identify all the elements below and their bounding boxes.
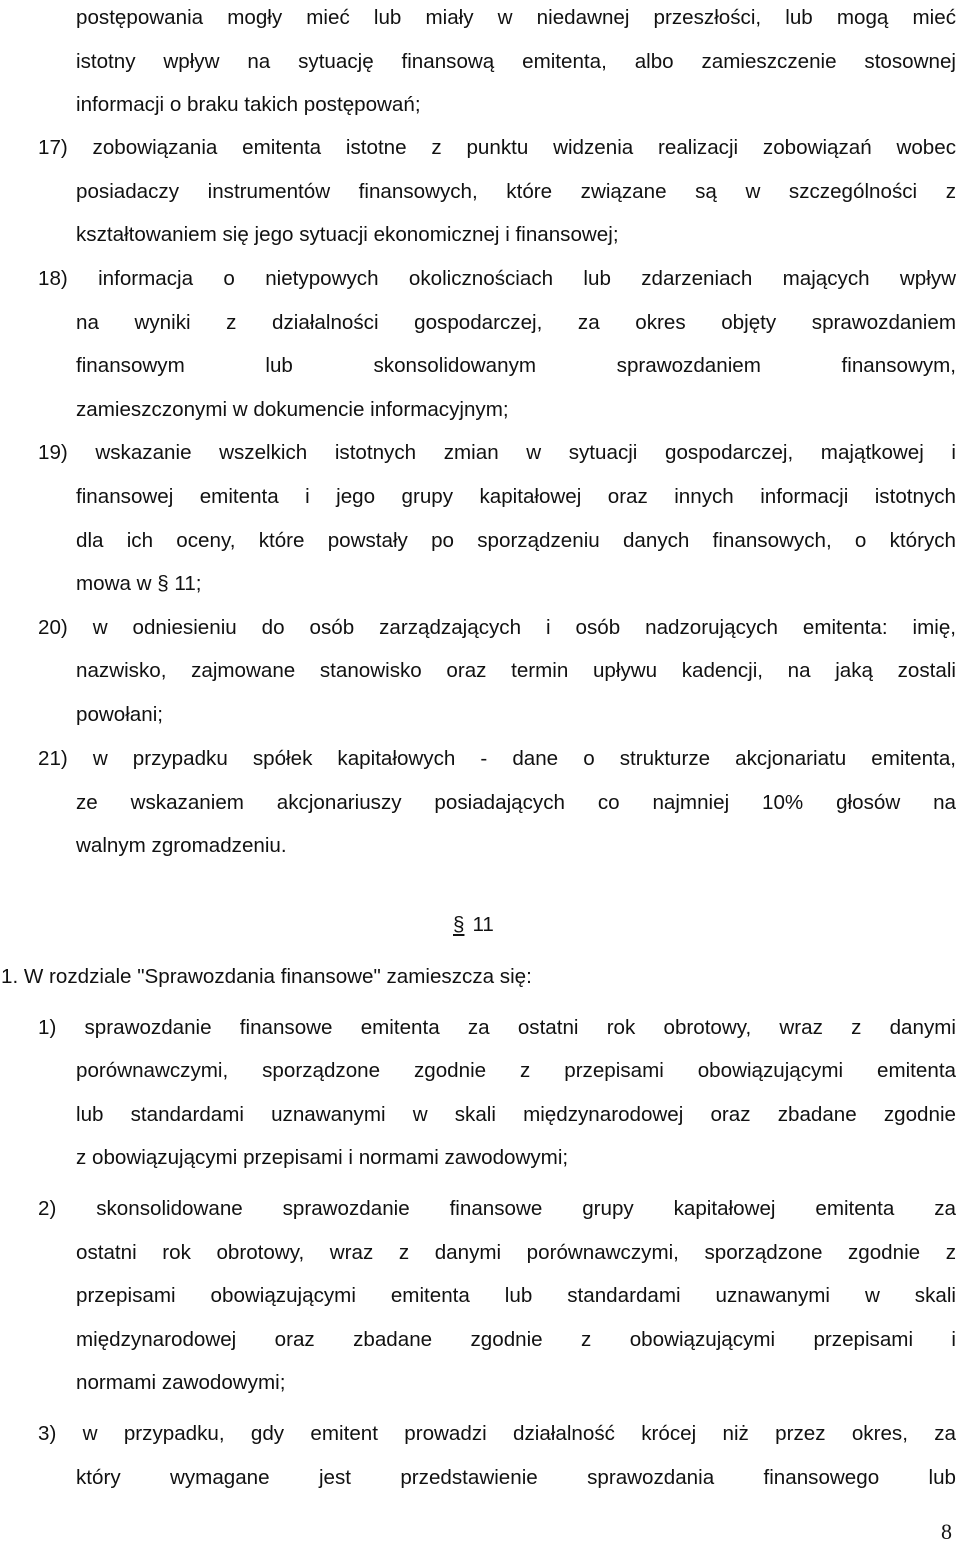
- text-line: 3) w przypadku, gdy emitent prowadzi działalność krócej niż przez okres, za: [38, 1424, 956, 1445]
- text-line: zamieszczonymi w dokumencie informacyjnym;: [76, 398, 509, 421]
- text-line: 20) w odniesieniu do osób zarządzających i osób nadzorujących emitenta: imię,: [38, 618, 956, 639]
- text-line: 17) zobowiązania emitenta istotne z punktu widzenia realizacji zobowiązań wobec: [38, 138, 956, 159]
- text-line: 19) wskazanie wszelkich istotnych zmian w sytuacji gospodarczej, majątkowej i: [38, 443, 956, 464]
- text-line: mowa w § 11;: [76, 572, 202, 595]
- text-line: 2) skonsolidowane sprawozdanie finansowe grupy kapitałowej emitenta za: [38, 1199, 956, 1220]
- text-line: porównawczymi, sporządzone zgodnie z przepisami obowiązującymi emitenta: [76, 1061, 956, 1082]
- text-line: lub standardami uznawanymi w skali międzynarodowej oraz zbadane zgodnie: [76, 1105, 956, 1126]
- section-number: 11: [472, 913, 494, 936]
- section-heading: [453, 913, 494, 937]
- text-line: na wyniki z działalności gospodarczej, za okres objęty sprawozdaniem: [76, 313, 956, 334]
- text-line: finansowej emitenta i jego grupy kapitałowej oraz innych informacji istotnych: [76, 487, 956, 508]
- text-line: międzynarodowej oraz zbadane zgodnie z obowiązującymi przepisami i: [76, 1330, 956, 1351]
- text-line: posiadaczy instrumentów finansowych, które związane są w szczególności z: [76, 182, 956, 203]
- text-line: postępowania mogły mieć lub miały w niedawnej przeszłości, lub mogą mieć: [76, 8, 956, 29]
- text-line: przepisami obowiązującymi emitenta lub standardami uznawanymi w skali: [76, 1286, 956, 1307]
- text-line: 18) informacja o nietypowych okolicznościach lub zdarzeniach mających wpływ: [38, 269, 956, 290]
- text-line: z obowiązującymi przepisami i normami zawodowymi;: [76, 1146, 569, 1169]
- text-line: który wymagane jest przedstawienie sprawozdania finansowego lub: [76, 1468, 956, 1489]
- text-line: 1. W rozdziale "Sprawozdania finansowe" zamieszcza się:: [1, 965, 532, 988]
- text-line: normami zawodowymi;: [76, 1371, 286, 1394]
- text-line: istotny wpływ na sytuację finansową emitenta, albo zamieszczenie stosownej: [76, 52, 956, 73]
- text-line: nazwisko, zajmowane stanowisko oraz termin upływu kadencji, na jaką zostali: [76, 661, 956, 682]
- text-line: walnym zgromadzeniu.: [76, 834, 287, 857]
- section-symbol: §: [453, 913, 465, 936]
- page-number: 8: [941, 1519, 952, 1544]
- text-line: ze wskazaniem akcjonariuszy posiadających co najmniej 10% głosów na: [76, 793, 956, 814]
- text-line: ostatni rok obrotowy, wraz z danymi porównawczymi, sporządzone zgodnie z: [76, 1243, 956, 1264]
- text-line: 1) sprawozdanie finansowe emitenta za ostatni rok obrotowy, wraz z danymi: [38, 1018, 956, 1039]
- text-line: 21) w przypadku spółek kapitałowych - dane o strukturze akcjonariatu emitenta,: [38, 749, 956, 770]
- text-line: kształtowaniem się jego sytuacji ekonomicznej i finansowej;: [76, 223, 619, 246]
- text-line: powołani;: [76, 703, 164, 726]
- text-line: dla ich oceny, które powstały po sporządzeniu danych finansowych, o których: [76, 531, 956, 552]
- text-line: finansowym lub skonsolidowanym sprawozdaniem finansowym,: [76, 356, 956, 377]
- text-line: informacji o braku takich postępowań;: [76, 93, 421, 116]
